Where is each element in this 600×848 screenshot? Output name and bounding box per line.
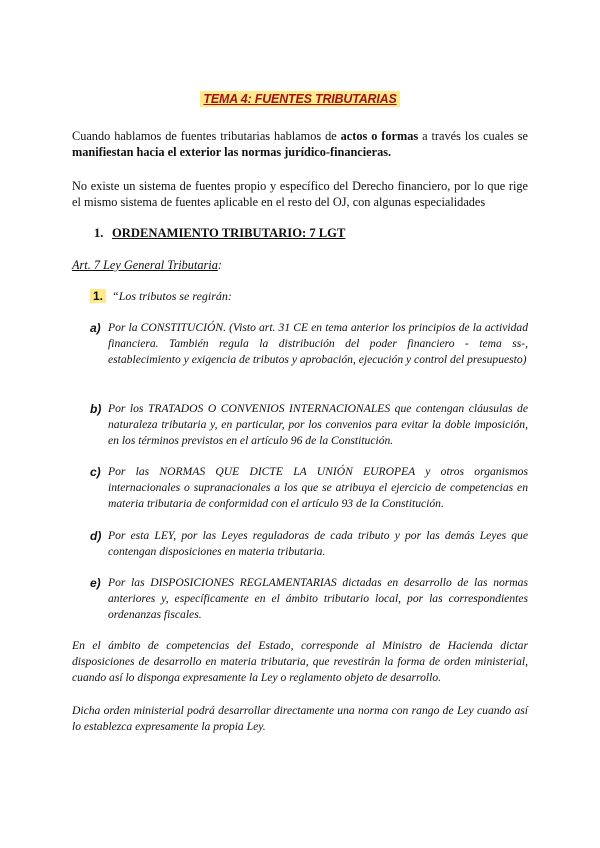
subitem-text: Por los TRATADOS O CONVENIOS INTERNACIONALES que contengan cláusulas de naturaleza tributaria y, en particular, por los convenios para evitar la doble imposición, en los términos previstos en el artículo 96 de la Constitución. [108, 402, 528, 447]
intro1-bold-2: manifiestan hacia el exterior las normas jurídico-financieras. [72, 145, 392, 159]
intro-paragraph-2: No existe un sistema de fuentes propio y específico del Derecho financiero, por lo que rige el mismo sistema de fuentes aplicable en el resto del OJ, con algunas especialidades [72, 179, 528, 209]
subitem-a [90, 320, 528, 368]
document-title: TEMA 4: FUENTES TRIBUTARIAS [200, 91, 399, 107]
intro-paragraph-1 [72, 128, 528, 160]
intro1-text-2: a través los cuales se [418, 129, 529, 143]
subitem-letter: b) [90, 402, 102, 416]
article-ref-suffix: : [217, 258, 222, 272]
subitem-e [90, 575, 528, 623]
subitem-letter: d) [90, 529, 102, 543]
section-number: 1. [94, 226, 104, 240]
subitem-letter: a) [90, 321, 101, 335]
subitem-letter: e) [90, 576, 101, 590]
section-heading [94, 226, 345, 241]
list-item-1 [90, 289, 232, 304]
subitem-letter: c) [90, 465, 101, 479]
subitem-text: Por las NORMAS QUE DICTE LA UNIÓN EUROPEA y otros organismos internacionales o supranacionales a los que se atribuya el ejercicio de competencias en materia tributaria de conformidad con el artículo 93 de la Constitución. [108, 465, 528, 510]
title-container [0, 90, 600, 108]
subitem-c [90, 464, 528, 512]
article-reference [72, 258, 222, 273]
closing-paragraph-1: En el ámbito de competencias del Estado, corresponde al Ministro de Hacienda dictar disposiciones de desarrollo en materia tributaria, que revestirán la forma de orden ministerial, cuando así lo disponga expresamente la Ley o reglamento objeto de desarrollo. [72, 639, 528, 684]
subitem-text: Por esta LEY, por las Leyes reguladoras de cada tributo y por las demás Leyes que contengan disposiciones en materia tributaria. [108, 529, 528, 558]
intro1-bold-1: actos o formas [340, 129, 419, 143]
subitem-text: Por la CONSTITUCIÓN. (Visto art. 31 CE en tema anterior los principios de la actividad financiera. También regula la distribución del poder financiero - tema ss-, establecimiento y exigencia de tributos y aprobación, ejecución y control del presupuesto) [108, 321, 528, 366]
intro1-text-1: Cuando hablamos de fuentes tributarias hablamos de [72, 129, 341, 143]
item-1-text: “Los tributos se regirán: [112, 289, 232, 303]
subitem-text: Por las DISPOSICIONES REGLAMENTARIAS dictadas en desarrollo de las normas anteriores y, específicamente en el ámbito tributario local, por las correspondientes ordenanzas fiscales. [108, 576, 528, 621]
article-ref-link: Art. 7 Ley General Tributaria [72, 258, 218, 272]
section-title: ORDENAMIENTO TRIBUTARIO: 7 LGT [112, 226, 346, 240]
subitem-b [90, 401, 528, 449]
item-number-highlight: 1. [90, 289, 106, 303]
closing-paragraph-2: Dicha orden ministerial podrá desarrollar directamente una norma con rango de Ley cuando así lo establezca expresamente la propia Ley. [72, 704, 528, 733]
subitem-d [90, 528, 528, 560]
